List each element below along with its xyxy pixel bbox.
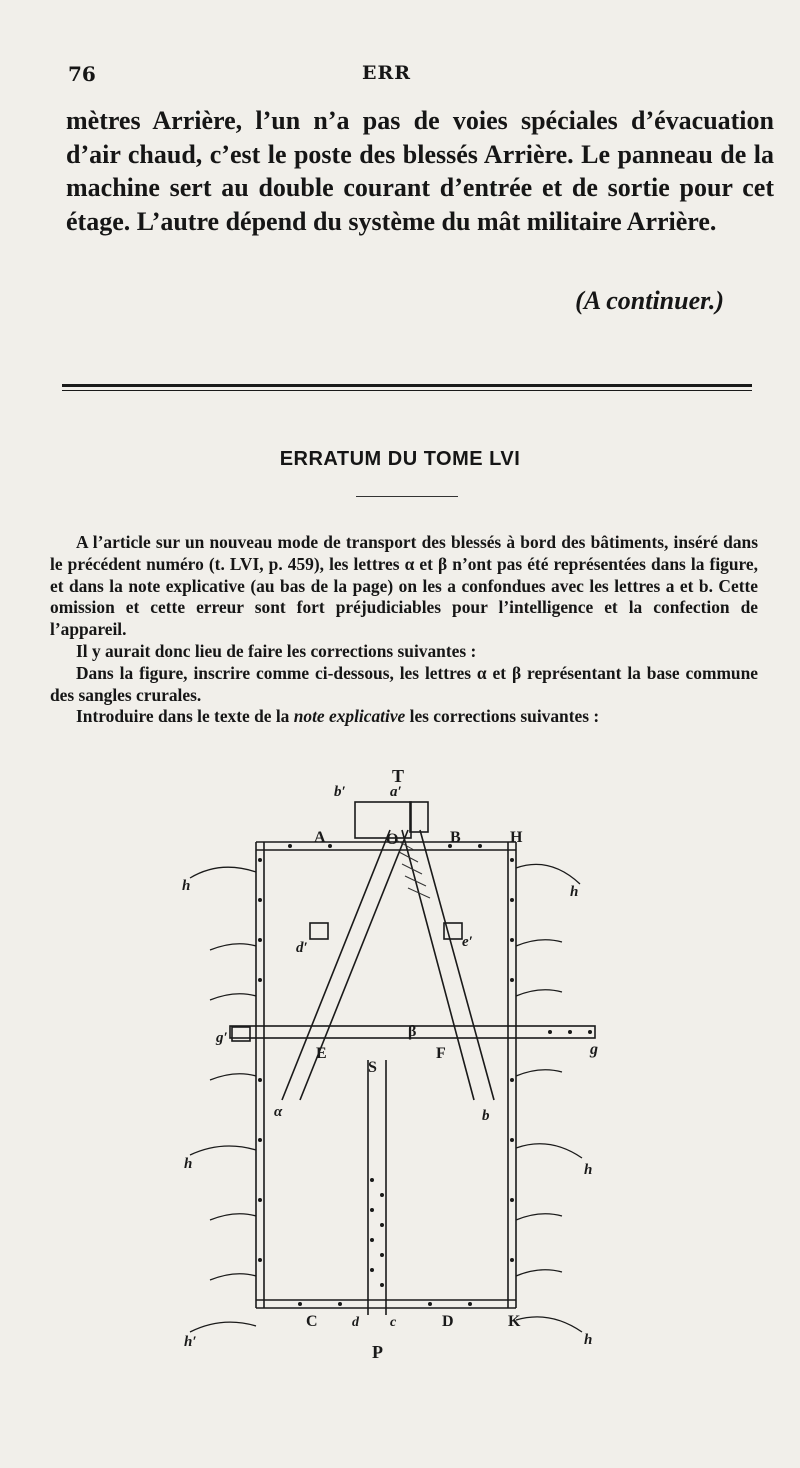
label-B: B: [450, 829, 461, 846]
frame-lines: [230, 802, 595, 1315]
page-header: [68, 62, 732, 90]
erratum-paragraph-3: Dans la figure, inscrire comme ci-dessous, les lettres α et β représentant la base commune des sangles crurales.: [50, 662, 758, 705]
label-alpha: α: [274, 1104, 283, 1120]
label-T: T: [392, 766, 405, 786]
label-h-right-bottom: h: [584, 1332, 593, 1348]
erratum-paragraph-4: [50, 706, 758, 728]
label-h-prime: h′: [184, 1334, 197, 1350]
label-h-right-mid: h: [584, 1162, 593, 1178]
label-D: D: [442, 1313, 454, 1330]
label-S: S: [368, 1059, 377, 1076]
body-paragraph: mètres Arrière, l’un n’a pas de voies spéciales d’évacuation d’air chaud, c’est le poste des blessés Arrière. Le panneau de la machine sert au double courant d’entrée et de sortie pour cet étage. L’autre dépend du système du mât militaire Arrière.: [66, 106, 774, 236]
label-H: H: [510, 829, 523, 846]
stretcher-diagram: [150, 760, 650, 1370]
label-C: C: [306, 1313, 318, 1330]
label-g-left: g′: [216, 1030, 228, 1046]
label-e-prime: e′: [462, 934, 473, 950]
erratum-paragraph-2: Il y aurait donc lieu de faire les corrections suivantes :: [76, 640, 477, 661]
label-beta: β: [408, 1023, 417, 1040]
stretcher-figure: [150, 760, 650, 1370]
label-E: E: [316, 1045, 327, 1062]
continued-text: (A continuer.): [575, 286, 724, 315]
label-K: K: [508, 1313, 521, 1330]
section-divider: [62, 384, 752, 387]
label-b-prime: b′: [334, 784, 346, 800]
label-g-right: g: [590, 1041, 598, 1058]
label-b: b: [482, 1108, 490, 1124]
label-F: F: [436, 1045, 446, 1062]
label-A: A: [314, 829, 326, 846]
p4-suffix: les corrections suivantes :: [405, 706, 600, 727]
p4-prefix: Introduire dans le texte de la: [76, 706, 294, 727]
label-d-prime: d′: [296, 940, 308, 956]
page-number: 76: [68, 62, 96, 86]
p4-italic: note explicative: [293, 706, 406, 727]
erratum-paragraph-1: A l’article sur un nouveau mode de transport des blessés à bord des bâtiments, inséré dans le précédent numéro (t. LVI, p. 459), les lettres α et β n’ont pas été représentées dans la figure, et dans la note explicative (au bas de la page) on les a confondues avec les lettres a et b. Cette omission et cette erreur sont fort préjudiciables pour l’intelligence et la confection de l’appareil.: [50, 532, 758, 640]
label-a-prime: a′: [390, 784, 402, 800]
running-head: ERR: [362, 62, 412, 84]
erratum-title: ERRATUM DU TOME LVI: [279, 448, 521, 470]
erratum-body: [50, 532, 758, 728]
label-h-left-mid: h: [184, 1156, 193, 1172]
label-O: O: [386, 831, 399, 848]
label-d: d: [352, 1315, 359, 1330]
continued-note: [575, 286, 724, 316]
title-underline: [356, 496, 458, 497]
label-P: P: [372, 1342, 383, 1362]
section-divider-thin: [62, 390, 752, 391]
label-c: c: [390, 1315, 397, 1330]
label-h-left-top: h: [182, 878, 191, 894]
label-h-right-top: h: [570, 884, 579, 900]
